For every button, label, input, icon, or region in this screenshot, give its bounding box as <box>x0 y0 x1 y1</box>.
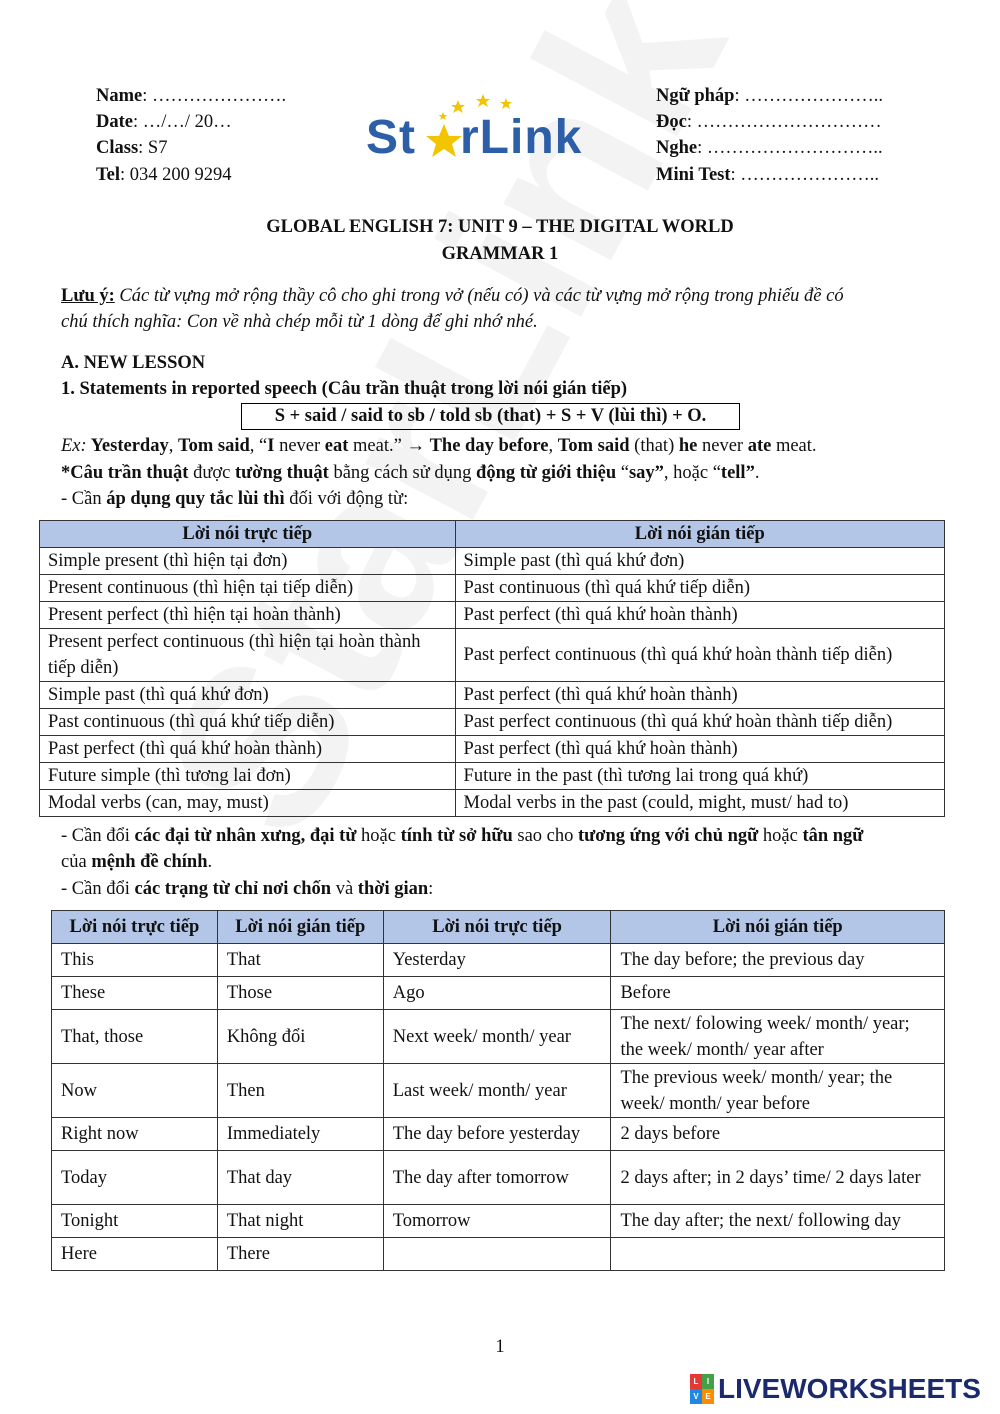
logo-text-part2: rLink <box>460 111 583 164</box>
rule-statement: *Câu trần thuật được tường thuật bằng cách sử dụng động từ giới thiệu “say”, hoặc “tell”. <box>61 463 760 483</box>
table-cell: Present perfect continuous (thì hiện tại hoàn thành tiếp diễn) <box>40 629 456 682</box>
table-cell: Past perfect continuous (thì quá khứ hoàn thành tiếp diễn) <box>455 629 944 682</box>
grammar-score-line: Ngữ pháp: ………………….. <box>656 86 883 106</box>
table-cell: Modal verbs in the past (could, might, must/ had to) <box>455 790 944 817</box>
table-cell: That, those <box>52 1010 218 1064</box>
date-line: Date: …/…/ 20… <box>96 112 232 132</box>
name-line: Name: …………………. <box>96 86 287 106</box>
table-row <box>52 1238 945 1271</box>
table-cell: Future in the past (thì tương lai trong quá khứ) <box>455 763 944 790</box>
table-cell: That <box>217 944 383 977</box>
logo-text-part1: St <box>366 111 416 164</box>
table-cell: Past perfect (thì quá khứ hoàn thành) <box>455 736 944 763</box>
table-row <box>52 1151 945 1205</box>
table-cell <box>383 1238 611 1271</box>
table-cell: The next/ folowing week/ month/ year; the week/ month/ year after <box>611 1010 945 1064</box>
page-number: 1 <box>495 1337 505 1357</box>
table-cell: Yesterday <box>383 944 611 977</box>
column-header: Lời nói trực tiếp <box>383 911 611 944</box>
table-cell: Present continuous (thì hiện tại tiếp diễn) <box>40 575 456 602</box>
table-cell: Then <box>217 1064 383 1118</box>
table-cell: Now <box>52 1064 218 1118</box>
adverb-table <box>51 910 945 1271</box>
tense-table <box>39 520 945 817</box>
liveworksheets-logo <box>690 1373 981 1405</box>
table-cell: Today <box>52 1151 218 1205</box>
table-cell: The previous week/ month/ year; the week/ month/ year before <box>611 1064 945 1118</box>
table-row <box>52 944 945 977</box>
table-row <box>52 1205 945 1238</box>
listening-score-line: Nghe: ……………………….. <box>656 138 883 158</box>
table-cell <box>611 1238 945 1271</box>
table-cell: Immediately <box>217 1118 383 1151</box>
reading-score-line: Đọc: ………………………… <box>656 112 882 132</box>
liveworksheets-text: LIVEWORKSHEETS <box>718 1373 981 1404</box>
column-header: Lời nói trực tiếp <box>40 521 456 548</box>
table-cell: 2 days after; in 2 days’ time/ 2 days later <box>611 1151 945 1205</box>
table-cell: The day before; the previous day <box>611 944 945 977</box>
column-header: Lời nói gián tiếp <box>611 911 945 944</box>
page-subtitle: GRAMMAR 1 <box>441 244 559 264</box>
table-row <box>52 1118 945 1151</box>
table-row <box>40 763 945 790</box>
table-cell: 2 days before <box>611 1118 945 1151</box>
table-row <box>40 709 945 736</box>
table-cell: Tonight <box>52 1205 218 1238</box>
table-cell: Right now <box>52 1118 218 1151</box>
table-cell: That day <box>217 1151 383 1205</box>
section-a-heading: A. NEW LESSON <box>61 353 206 373</box>
table-row <box>40 602 945 629</box>
table-cell: Past continuous (thì quá khứ tiếp diễn) <box>455 575 944 602</box>
starlink-logo <box>366 92 596 164</box>
table-cell: The day before yesterday <box>383 1118 611 1151</box>
table-cell: Past perfect (thì quá khứ hoàn thành) <box>455 602 944 629</box>
table-cell: Past continuous (thì quá khứ tiếp diễn) <box>40 709 456 736</box>
table-row <box>52 1064 945 1118</box>
table-cell: These <box>52 977 218 1010</box>
table-cell: Modal verbs (can, may, must) <box>40 790 456 817</box>
table-row <box>40 575 945 602</box>
section-1-heading: 1. Statements in reported speech (Câu trần thuật trong lời nói gián tiếp) <box>61 379 628 399</box>
rule-backshift: - Cần áp dụng quy tắc lùi thì đối với động từ: <box>61 489 409 509</box>
formula-box: S + said / said to sb / told sb (that) + S + V (lùi thì) + O. <box>241 403 740 430</box>
table-cell: Không đổi <box>217 1010 383 1064</box>
table-row <box>40 548 945 575</box>
example-line: Ex: Yesterday, Tom said, “I never eat meat.” → The day before, Tom said (that) he never ate meat. <box>61 436 817 456</box>
table-cell: Past perfect (thì quá khứ hoàn thành) <box>455 682 944 709</box>
table-cell: Future simple (thì tương lai đơn) <box>40 763 456 790</box>
minitest-score-line: Mini Test: ………………….. <box>656 165 880 185</box>
table-row <box>40 629 945 682</box>
table-cell: Next week/ month/ year <box>383 1010 611 1064</box>
table-cell: This <box>52 944 218 977</box>
table-row <box>40 736 945 763</box>
page-title: GLOBAL ENGLISH 7: UNIT 9 – THE DIGITAL WORLD <box>266 217 734 237</box>
table-cell: Present perfect (thì hiện tại hoàn thành) <box>40 602 456 629</box>
table-cell: That night <box>217 1205 383 1238</box>
column-header: Lời nói trực tiếp <box>52 911 218 944</box>
note-line-2: chú thích nghĩa: Con về nhà chép mỗi từ 1 dòng để ghi nhớ nhé. <box>61 312 538 332</box>
table-cell: Here <box>52 1238 218 1271</box>
table-cell: Simple past (thì quá khứ đơn) <box>40 682 456 709</box>
column-header: Lời nói gián tiếp <box>217 911 383 944</box>
column-header: Lời nói gián tiếp <box>455 521 944 548</box>
table-header-row <box>52 911 945 944</box>
table-cell: There <box>217 1238 383 1271</box>
rule-pronouns-cont: của mệnh đề chính. <box>61 852 213 872</box>
table-row <box>40 682 945 709</box>
table-cell: Before <box>611 977 945 1010</box>
rule-pronouns: - Cần đổi các đại từ nhân xưng, đại từ hoặc tính từ sở hữu sao cho tương ứng với chủ ngữ hoặc tân ngữ <box>61 826 864 846</box>
table-row <box>40 790 945 817</box>
note-line-1: Lưu ý: Các từ vựng mở rộng thầy cô cho ghi trong vở (nếu có) và các từ vựng mở rộng trong phiếu đề có <box>61 286 844 306</box>
table-cell: Simple past (thì quá khứ đơn) <box>455 548 944 575</box>
table-header-row <box>40 521 945 548</box>
table-cell: Simple present (thì hiện tại đơn) <box>40 548 456 575</box>
table-cell: Ago <box>383 977 611 1010</box>
table-cell: Past perfect continuous (thì quá khứ hoàn thành tiếp diễn) <box>455 709 944 736</box>
table-cell: Past perfect (thì quá khứ hoàn thành) <box>40 736 456 763</box>
table-cell: The day after; the next/ following day <box>611 1205 945 1238</box>
class-line: Class: S7 <box>96 138 168 158</box>
table-cell: Last week/ month/ year <box>383 1064 611 1118</box>
table-cell: The day after tomorrow <box>383 1151 611 1205</box>
tel-line: Tel: 034 200 9294 <box>96 165 232 185</box>
rule-adverbs: - Cần đổi các trạng từ chỉ nơi chốn và thời gian: <box>61 879 434 899</box>
table-row <box>52 977 945 1010</box>
table-cell: Tomorrow <box>383 1205 611 1238</box>
liveworksheets-icon: L I V E <box>690 1374 714 1404</box>
table-cell: Those <box>217 977 383 1010</box>
table-row <box>52 1010 945 1064</box>
